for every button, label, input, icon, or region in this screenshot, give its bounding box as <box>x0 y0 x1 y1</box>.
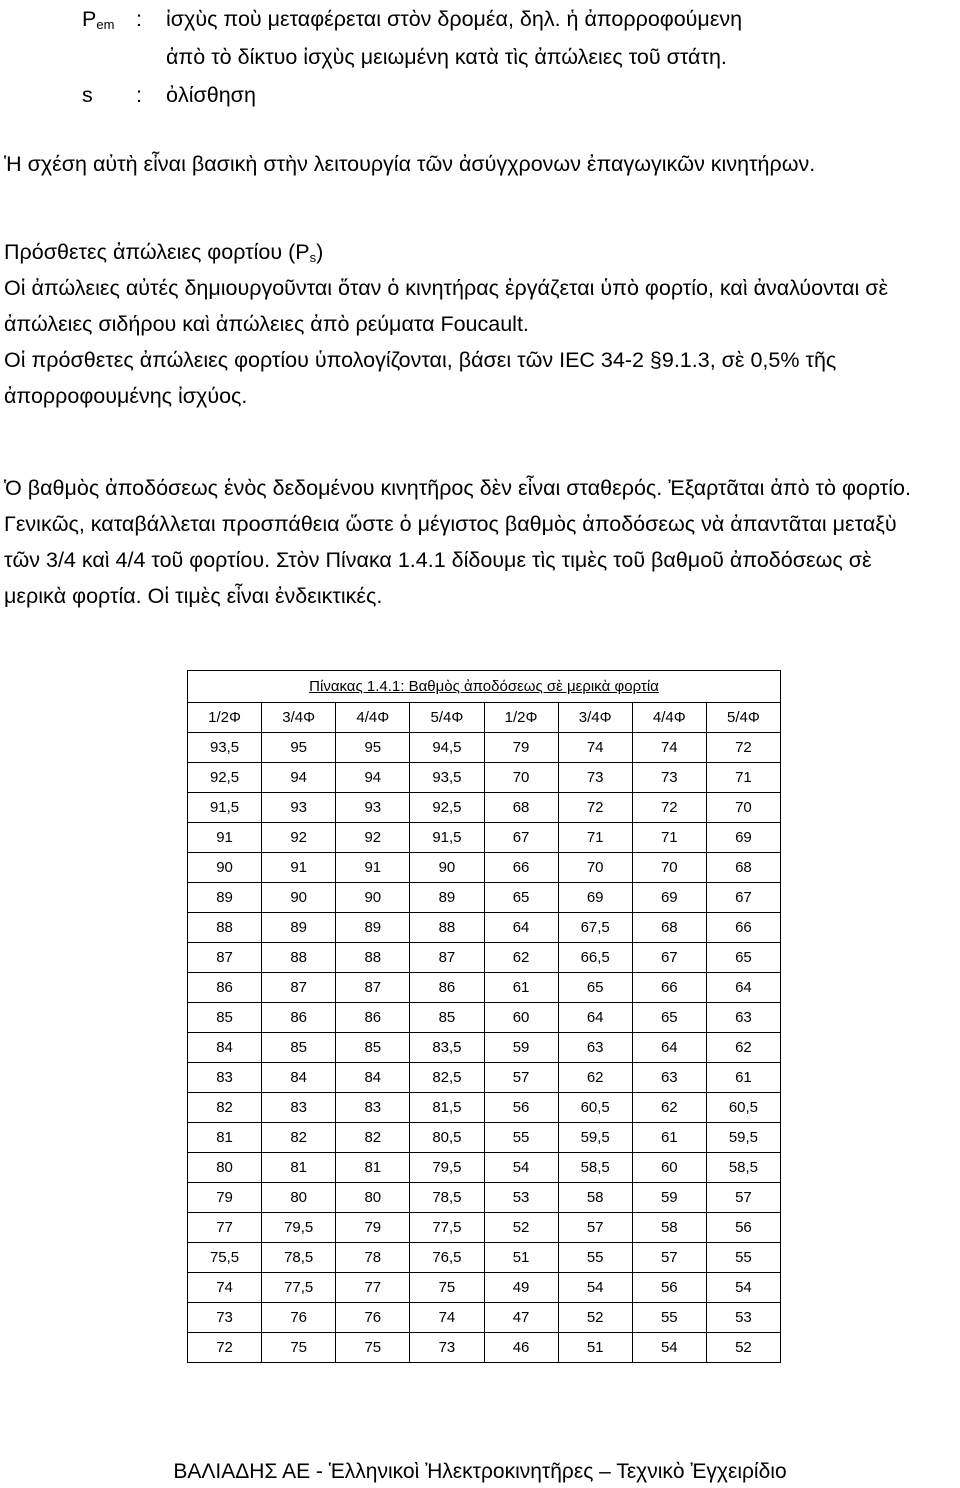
table-cell: 86 <box>188 973 262 1003</box>
table-cell: 92,5 <box>188 763 262 793</box>
table-cell: 80,5 <box>410 1123 484 1153</box>
definition-colon: : <box>136 7 142 31</box>
table-cell: 66 <box>484 853 558 883</box>
table-cell: 92 <box>336 823 410 853</box>
table-row <box>188 1063 781 1093</box>
table-cell: 62 <box>558 1063 632 1093</box>
table-cell: 82 <box>262 1123 336 1153</box>
table-cell: 80 <box>188 1153 262 1183</box>
table-cell: 52 <box>558 1303 632 1333</box>
definition-pem-continuation <box>82 38 942 76</box>
table-row <box>188 763 781 793</box>
table-header-cell: 5/4Φ <box>706 703 780 733</box>
table-cell: 79,5 <box>262 1213 336 1243</box>
table-cell: 62 <box>632 1093 706 1123</box>
table-cell: 63 <box>632 1063 706 1093</box>
table-row <box>188 943 781 973</box>
table-cell: 75 <box>262 1333 336 1363</box>
table-cell: 88 <box>336 943 410 973</box>
paragraph-basic-relation <box>4 146 944 182</box>
table-cell: 91,5 <box>410 823 484 853</box>
table-cell: 72 <box>558 793 632 823</box>
table-cell: 82 <box>336 1123 410 1153</box>
table-cell: 87 <box>188 943 262 973</box>
table-cell: 60 <box>632 1153 706 1183</box>
table-cell: 94 <box>262 763 336 793</box>
table-cell: 79 <box>188 1183 262 1213</box>
table-cell: 81 <box>188 1123 262 1153</box>
table-cell: 90 <box>410 853 484 883</box>
table-cell: 63 <box>706 1003 780 1033</box>
symbol-definitions <box>82 0 942 114</box>
table-cell: 81 <box>262 1153 336 1183</box>
table-cell: 63 <box>558 1033 632 1063</box>
table-cell: 87 <box>336 973 410 1003</box>
paragraph-line: Ἡ σχέση αὐτὴ εἶναι βασικὴ στὴν λειτουργία τῶν ἀσύγχρονων ἐπαγωγικῶν κινητήρων. <box>4 152 816 176</box>
table-cell: 61 <box>484 973 558 1003</box>
table-cell: 67 <box>484 823 558 853</box>
table-cell: 85 <box>262 1033 336 1063</box>
table-cell: 74 <box>558 733 632 763</box>
table-cell: 56 <box>632 1273 706 1303</box>
definition-text: ὀλίσθηση <box>166 83 256 107</box>
table-cell: 88 <box>262 943 336 973</box>
table-cell: 85 <box>336 1033 410 1063</box>
table-caption-text: Πίνακας 1.4.1: Βαθμὸς ἀποδόσεως σὲ μερικὰ φορτία <box>309 678 659 695</box>
table-row <box>188 1243 781 1273</box>
table-row <box>188 883 781 913</box>
table-cell: 83 <box>336 1093 410 1123</box>
table-cell: 79 <box>336 1213 410 1243</box>
table-cell: 52 <box>484 1213 558 1243</box>
table-cell: 83,5 <box>410 1033 484 1063</box>
table-cell: 67 <box>706 883 780 913</box>
table-cell: 72 <box>632 793 706 823</box>
table-cell: 70 <box>558 853 632 883</box>
table-cell: 55 <box>484 1123 558 1153</box>
symbol-main: s <box>82 83 93 107</box>
table-cell: 85 <box>410 1003 484 1033</box>
table-cell: 69 <box>706 823 780 853</box>
table-header-cell: 5/4Φ <box>410 703 484 733</box>
table-cell: 84 <box>336 1063 410 1093</box>
table-cell: 64 <box>558 1003 632 1033</box>
table-row <box>188 1213 781 1243</box>
table-cell: 59 <box>632 1183 706 1213</box>
definition-symbol <box>82 76 136 114</box>
efficiency-table <box>187 670 781 1363</box>
table-row <box>188 973 781 1003</box>
table-cell: 53 <box>484 1183 558 1213</box>
table-header-cell: 4/4Φ <box>336 703 410 733</box>
table-row <box>188 1033 781 1063</box>
table-cell: 58 <box>558 1183 632 1213</box>
table-cell: 93,5 <box>188 733 262 763</box>
table-cell: 84 <box>188 1033 262 1063</box>
table-cell: 56 <box>484 1093 558 1123</box>
table-cell: 81 <box>336 1153 410 1183</box>
table-cell: 71 <box>632 823 706 853</box>
table-cell: 70 <box>632 853 706 883</box>
table-cell: 66 <box>706 913 780 943</box>
table-cell: 74 <box>410 1303 484 1333</box>
symbol-main: P <box>82 7 97 31</box>
table-cell: 53 <box>706 1303 780 1333</box>
table-cell: 87 <box>410 943 484 973</box>
definition-text: ἀπὸ τὸ δίκτυο ἰσχὺς μειωμένη κατὰ τὶς ἀπώλειες τοῦ στάτη. <box>166 45 727 69</box>
table-row <box>188 1333 781 1363</box>
table-cell: 60 <box>484 1003 558 1033</box>
table-cell: 86 <box>262 1003 336 1033</box>
table-row <box>188 793 781 823</box>
section-line: Οἱ πρόσθετες ἀπώλειες φορτίου ὑπολογίζονται, βάσει τῶν IEC 34-2 §9.1.3, σὲ 0,5% τῆς <box>4 348 837 372</box>
table-cell: 55 <box>558 1243 632 1273</box>
heading-text: Πρόσθετες ἀπώλειες φορτίου (P <box>4 240 310 264</box>
table-cell: 54 <box>484 1153 558 1183</box>
section-heading <box>4 234 944 270</box>
table-cell: 68 <box>632 913 706 943</box>
table-cell: 90 <box>336 883 410 913</box>
table-cell: 69 <box>558 883 632 913</box>
table-cell: 73 <box>558 763 632 793</box>
table-row <box>188 1003 781 1033</box>
table-header-cell: 1/2Φ <box>188 703 262 733</box>
table-cell: 86 <box>336 1003 410 1033</box>
table-cell: 69 <box>632 883 706 913</box>
table-cell: 91 <box>262 853 336 883</box>
table-cell: 74 <box>632 733 706 763</box>
definition-s <box>82 76 942 114</box>
table-cell: 64 <box>632 1033 706 1063</box>
table-cell: 57 <box>558 1213 632 1243</box>
table-cell: 68 <box>484 793 558 823</box>
table-cell: 77,5 <box>410 1213 484 1243</box>
section-line: ἀπορροφουμένης ἰσχύος. <box>4 384 248 408</box>
table-cell: 62 <box>484 943 558 973</box>
table-cell: 84 <box>262 1063 336 1093</box>
table-cell: 79,5 <box>410 1153 484 1183</box>
table-cell: 93 <box>262 793 336 823</box>
table-cell: 94,5 <box>410 733 484 763</box>
table-cell: 91 <box>188 823 262 853</box>
table-cell: 77 <box>336 1273 410 1303</box>
table-cell: 71 <box>558 823 632 853</box>
table-cell: 90 <box>188 853 262 883</box>
table-cell: 61 <box>632 1123 706 1153</box>
table-cell: 67 <box>632 943 706 973</box>
table-cell: 76 <box>336 1303 410 1333</box>
table-cell: 66 <box>632 973 706 1003</box>
table-cell: 90 <box>262 883 336 913</box>
table-cell: 89 <box>262 913 336 943</box>
table-cell: 65 <box>558 973 632 1003</box>
table-cell: 58,5 <box>706 1153 780 1183</box>
table-cell: 78,5 <box>262 1243 336 1273</box>
table-cell: 75 <box>336 1333 410 1363</box>
table-cell: 64 <box>706 973 780 1003</box>
table-cell: 93 <box>336 793 410 823</box>
table-cell: 83 <box>188 1063 262 1093</box>
table-cell: 79 <box>484 733 558 763</box>
table-cell: 72 <box>188 1333 262 1363</box>
table-cell: 62 <box>706 1033 780 1063</box>
table-row <box>188 853 781 883</box>
table-cell: 59 <box>484 1033 558 1063</box>
definition-colon: : <box>136 83 142 107</box>
table-cell: 56 <box>706 1213 780 1243</box>
table-cell: 49 <box>484 1273 558 1303</box>
section-line: ἀπώλειες σιδήρου καὶ ἀπώλειες ἀπὸ ρεύματα Foucault. <box>4 312 529 336</box>
paragraph-line: τῶν 3/4 καὶ 4/4 τοῦ φορτίου. Στὸν Πίνακα 1.4.1 δίδουμε τὶς τιμὲς τοῦ βαθμοῦ ἀποδόσεως σὲ <box>4 548 872 572</box>
table-cell: 61 <box>706 1063 780 1093</box>
table-cell: 65 <box>632 1003 706 1033</box>
definition-text: ἰσχὺς ποὺ μεταφέρεται στὸν δρομέα, δηλ. ἡ ἀπορροφούμενη <box>166 7 743 31</box>
table-cell: 89 <box>336 913 410 943</box>
table-cell: 89 <box>410 883 484 913</box>
table-cell: 65 <box>706 943 780 973</box>
table-cell: 73 <box>410 1333 484 1363</box>
table-cell: 92,5 <box>410 793 484 823</box>
table-row <box>188 1123 781 1153</box>
table-row <box>188 1093 781 1123</box>
table-cell: 64 <box>484 913 558 943</box>
paragraph-line: Ὁ βαθμὸς ἀποδόσεως ἑνὸς δεδομένου κινητῆρος δὲν εἶναι σταθερός. Ἐξαρτᾶται ἀπὸ τὸ φορτίο. <box>4 476 911 500</box>
table-cell: 73 <box>632 763 706 793</box>
table-cell: 57 <box>706 1183 780 1213</box>
table-cell: 60,5 <box>558 1093 632 1123</box>
table-cell: 46 <box>484 1333 558 1363</box>
table-cell: 70 <box>484 763 558 793</box>
table-cell: 72 <box>706 733 780 763</box>
table-cell: 60,5 <box>706 1093 780 1123</box>
table-cell: 93,5 <box>410 763 484 793</box>
table-cell: 88 <box>188 913 262 943</box>
table-cell: 77 <box>188 1213 262 1243</box>
table-cell: 54 <box>706 1273 780 1303</box>
section-additional-losses <box>4 234 944 414</box>
table-cell: 77,5 <box>262 1273 336 1303</box>
table-row <box>188 1303 781 1333</box>
table-cell: 59,5 <box>706 1123 780 1153</box>
table-cell: 75 <box>410 1273 484 1303</box>
definition-symbol <box>82 0 136 38</box>
table-cell: 80 <box>262 1183 336 1213</box>
table-cell: 83 <box>262 1093 336 1123</box>
table-cell: 88 <box>410 913 484 943</box>
heading-close: ) <box>316 240 324 264</box>
table-row <box>188 1153 781 1183</box>
table-cell: 85 <box>188 1003 262 1033</box>
table-cell: 94 <box>336 763 410 793</box>
table-row <box>188 1183 781 1213</box>
table-caption-row <box>188 671 781 703</box>
table-body <box>188 671 781 1363</box>
paragraph-efficiency <box>4 470 944 614</box>
table-cell: 65 <box>484 883 558 913</box>
table-cell: 81,5 <box>410 1093 484 1123</box>
table-cell: 76 <box>262 1303 336 1333</box>
table-cell: 91 <box>336 853 410 883</box>
table-cell: 74 <box>188 1273 262 1303</box>
table-cell: 58 <box>632 1213 706 1243</box>
heading-subscript: s <box>309 250 317 265</box>
table-header-cell: 3/4Φ <box>262 703 336 733</box>
table-cell: 68 <box>706 853 780 883</box>
table-cell: 75,5 <box>188 1243 262 1273</box>
table-cell: 95 <box>336 733 410 763</box>
table-header-row <box>188 703 781 733</box>
table-cell: 80 <box>336 1183 410 1213</box>
paragraph-line: Γενικῶς, καταβάλλεται προσπάθεια ὥστε ὁ μέγιστος βαθμὸς ἀποδόσεως νὰ ἀπαντᾶται μεταξὺ <box>4 512 897 536</box>
table-row <box>188 913 781 943</box>
table-cell: 71 <box>706 763 780 793</box>
table-header-cell: 1/2Φ <box>484 703 558 733</box>
table-cell: 91,5 <box>188 793 262 823</box>
definition-pem <box>82 0 942 38</box>
table-row <box>188 1273 781 1303</box>
table-cell: 57 <box>632 1243 706 1273</box>
table-cell: 51 <box>558 1333 632 1363</box>
table-cell: 55 <box>632 1303 706 1333</box>
table-header-cell: 4/4Φ <box>632 703 706 733</box>
table-cell: 54 <box>558 1273 632 1303</box>
table-cell: 58,5 <box>558 1153 632 1183</box>
table-cell: 92 <box>262 823 336 853</box>
table-cell: 82,5 <box>410 1063 484 1093</box>
symbol-subscript: em <box>96 17 115 32</box>
table-row <box>188 733 781 763</box>
table-cell: 76,5 <box>410 1243 484 1273</box>
section-line: Οἱ ἀπώλειες αὐτές δημιουργοῦνται ὅταν ὁ κινητήρας ἐργάζεται ὑπὸ φορτίο, καὶ ἀναλύονται σὲ <box>4 276 889 300</box>
table-row <box>188 823 781 853</box>
table-cell: 78,5 <box>410 1183 484 1213</box>
table-cell: 86 <box>410 973 484 1003</box>
table-cell: 73 <box>188 1303 262 1333</box>
table-cell: 59,5 <box>558 1123 632 1153</box>
table-cell: 55 <box>706 1243 780 1273</box>
table-cell: 67,5 <box>558 913 632 943</box>
table-header-cell: 3/4Φ <box>558 703 632 733</box>
paragraph-line: μερικὰ φορτία. Οἱ τιμὲς εἶναι ἐνδεικτικές. <box>4 584 383 608</box>
table-cell: 54 <box>632 1333 706 1363</box>
table-caption <box>188 671 781 703</box>
table-cell: 57 <box>484 1063 558 1093</box>
table-cell: 82 <box>188 1093 262 1123</box>
page-footer: ΒΑΛΙΑΔΗΣ ΑΕ - Ἑλληνικοὶ Ἠλεκτροκινητῆρες – Τεχνικὸ Ἐγχειρίδιο <box>173 1460 787 1483</box>
table-cell: 87 <box>262 973 336 1003</box>
table-cell: 95 <box>262 733 336 763</box>
table-cell: 70 <box>706 793 780 823</box>
table-cell: 78 <box>336 1243 410 1273</box>
table-cell: 51 <box>484 1243 558 1273</box>
table-cell: 47 <box>484 1303 558 1333</box>
table-cell: 52 <box>706 1333 780 1363</box>
table-cell: 89 <box>188 883 262 913</box>
table-cell: 66,5 <box>558 943 632 973</box>
